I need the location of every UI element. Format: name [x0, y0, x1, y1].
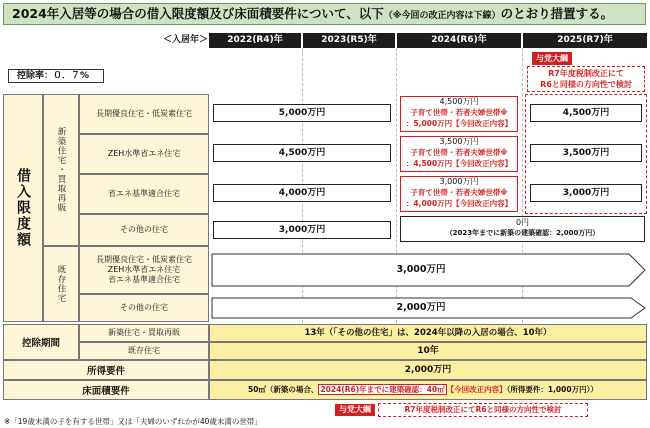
yuka-red-note: 【今回改正内容】	[446, 385, 507, 394]
limit-side-cell	[3, 94, 43, 322]
existing-eco-value: 3,000万円	[396, 264, 446, 275]
value-r7-energy: 3,000万円	[530, 184, 642, 202]
year-header-2022: 2022(R4)年	[209, 33, 301, 48]
value-r4r5-zeh: 4,500万円	[213, 144, 391, 162]
r7-note-box	[527, 66, 645, 92]
r6-child-line2: ：4,500万円【今回改正内容】	[405, 159, 513, 168]
row-label-existing-eco	[79, 246, 209, 294]
limit-side-label: 借入限度額	[15, 168, 31, 248]
existing-side-label: 既存住宅	[56, 265, 66, 303]
r6-zeh-box	[400, 136, 518, 172]
row-label-zeh: ZEH水準省エネ住宅	[79, 134, 209, 174]
r6-long-term-box	[400, 96, 518, 132]
r6-child-line1: 子育て世帯・若者夫婦世帯※	[410, 188, 508, 197]
shotoku-label: 所得要件	[3, 360, 209, 380]
kikan-existing-value: 10年	[209, 342, 647, 360]
row-label-other-new: その他の住宅	[79, 214, 209, 246]
row-label-long-term: 長期優良住宅・低炭素住宅	[79, 94, 209, 134]
r7-note-line1: R7年度税制改正にて	[548, 69, 624, 78]
r6r7-other-note: （2023年までに新築の建築確認：2,000万円）	[445, 229, 600, 237]
row-label-energy: 省エネ基準適合住宅	[79, 174, 209, 214]
bottom-note-line2: R6と同様の方向性で検討	[475, 405, 562, 414]
r6-child-line2: ：5,000万円【今回改正内容】	[405, 119, 513, 128]
existing-label-line: 長期優良住宅・低炭素住宅	[96, 255, 192, 264]
year-header-2024: 2024(R6)年	[397, 33, 521, 48]
yuka-label: 床面積要件	[3, 380, 209, 400]
yuka-prefix: 50㎡（新築の場合、	[248, 385, 319, 394]
ruling-party-badge: 与党大綱	[532, 52, 572, 65]
new-side-label: 新築住宅・買取再販	[56, 127, 66, 213]
existing-label-line: ZEH水準省エネ住宅	[107, 265, 181, 274]
new-side-cell	[43, 94, 79, 246]
r6-child-line1: 子育て世帯・若者夫婦世帯※	[410, 148, 508, 157]
value-r4r5-other: 3,000万円	[213, 221, 391, 239]
r6-energy-box	[400, 176, 518, 212]
deduction-rate: 控除率：０．７%	[8, 69, 104, 83]
existing-side-cell	[43, 246, 79, 322]
value-r4r5-long-term: 5,000万円	[213, 104, 391, 122]
title-note: （※今回の改正内容は下線）	[383, 11, 501, 21]
row-label-other-existing: その他の住宅	[79, 294, 209, 322]
r6-child-line2: ：4,000万円【今回改正内容】	[405, 199, 513, 208]
kikan-label: 控除期間	[3, 324, 79, 360]
r6-normal-value: 4,500万円	[439, 97, 479, 106]
value-r6r7-other	[400, 216, 645, 242]
shotoku-value: 2,000万円	[209, 360, 647, 380]
year-header-2023: 2023(R5)年	[303, 33, 395, 48]
bottom-note-box	[378, 403, 588, 417]
nyukyo-label: ＜入居年＞	[162, 35, 208, 45]
yuka-suffix: （所得要件：1,000万円））	[506, 385, 598, 394]
page-title	[3, 3, 646, 25]
kikan-existing-label: 既存住宅	[79, 342, 209, 360]
bottom-note-line1: R7年度税制改正にて	[404, 405, 476, 414]
yuka-red: 2024(R6)年までに建築確認：40㎡	[320, 385, 445, 394]
r6r7-other-value: 0円	[515, 218, 530, 227]
title-text-end: のとおり措置する。	[500, 6, 614, 21]
ruling-party-badge-bottom: 与党大綱	[335, 404, 375, 416]
value-r7-long-term: 4,500万円	[530, 104, 642, 122]
value-r7-zeh: 3,500万円	[530, 144, 642, 162]
r6-normal-value: 3,500万円	[439, 137, 479, 146]
value-r4r5-energy: 4,000万円	[213, 184, 391, 202]
r7-note-line2: R6と同様の方向性で検討	[540, 80, 632, 89]
year-header-2025: 2025(R7)年	[523, 33, 647, 48]
footnote: ※「19歳未満の子を有する世帯」又は「夫婦のいずれかが40歳未満の世帯」	[4, 417, 262, 426]
r6-child-line1: 子育て世帯・若者夫婦世帯※	[410, 108, 508, 117]
existing-other-value: 2,000万円	[396, 302, 446, 313]
kikan-new-value: 13年（「その他の住宅」は、2024年以降の入居の場合、10年）	[209, 324, 647, 342]
kikan-new-label: 新築住宅・買取再販	[79, 324, 209, 342]
r6-normal-value: 3,000万円	[439, 177, 479, 186]
existing-label-line: 省エネ基準適合住宅	[108, 275, 180, 284]
title-text: 2024年入居等の場合の借入限度額及び床面積要件について、以下	[12, 6, 384, 21]
yuka-value	[209, 380, 647, 400]
